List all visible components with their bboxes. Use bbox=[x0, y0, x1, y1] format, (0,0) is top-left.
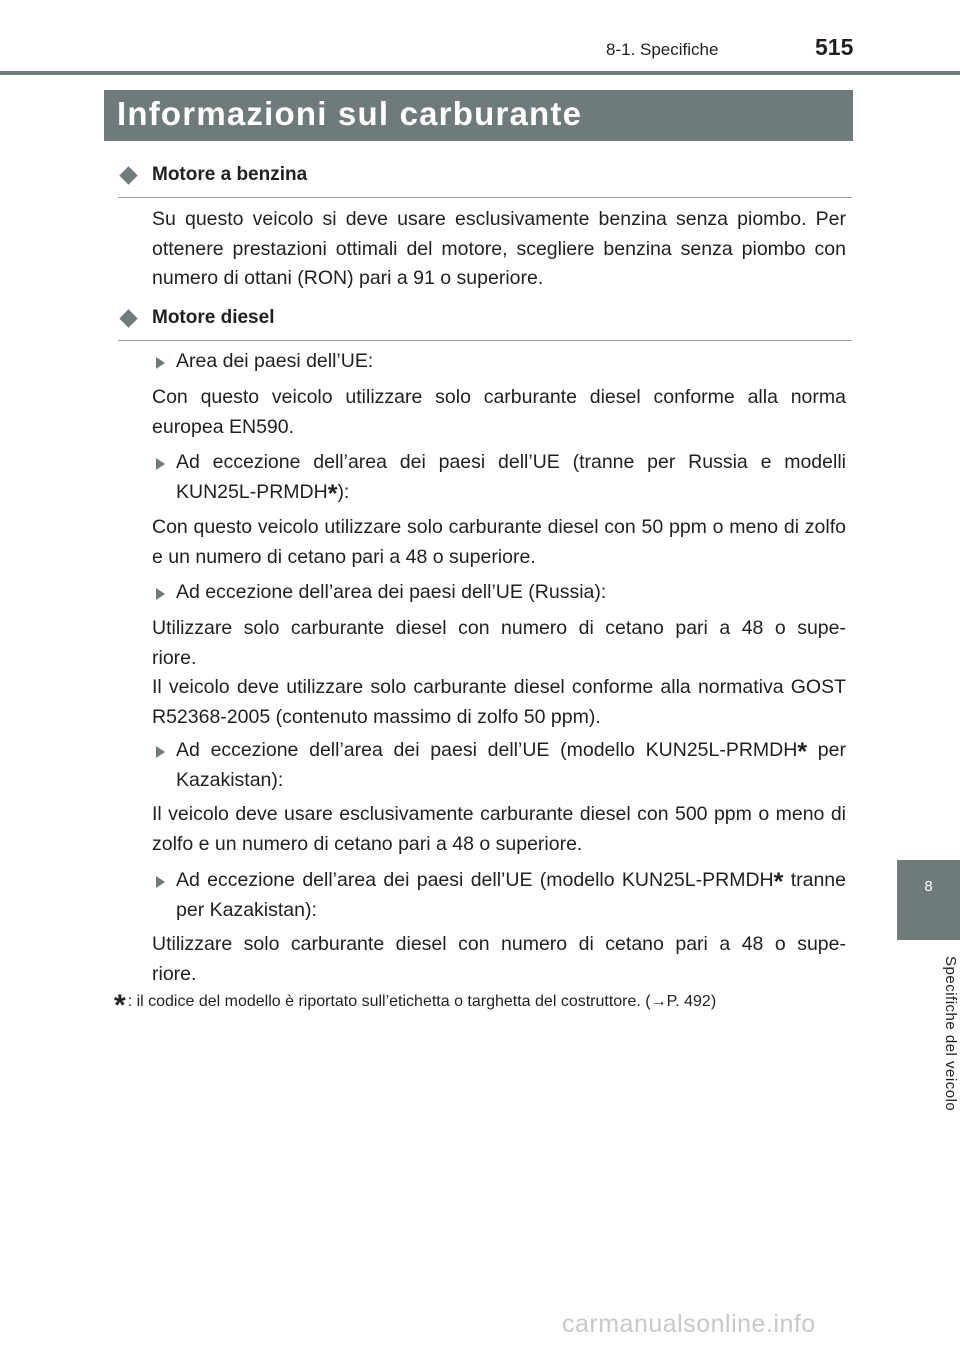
asterisk-mark: * bbox=[327, 479, 338, 508]
diesel-russia-gost: Il veicolo deve utilizzare solo carburante diesel conforme alla normativa GOST R52368-2005 (contenuto massimo di zolfo 50 ppm). bbox=[152, 676, 846, 728]
bullet-except-kazakhstan bbox=[156, 866, 846, 925]
arrow-right-icon bbox=[156, 876, 165, 888]
asterisk-mark: * bbox=[797, 738, 808, 766]
chapter-label: Specifiche del veicolo bbox=[942, 956, 959, 1112]
page-number: 515 bbox=[815, 34, 854, 60]
bullet-eu-area bbox=[156, 347, 846, 377]
bullet-text: Ad eccezione dell’area dei paesi dell’UE (Russia): bbox=[176, 581, 607, 603]
section-label: 8-1. Specifiche bbox=[606, 40, 719, 59]
bullet-kazakhstan bbox=[156, 736, 846, 795]
heading-diesel bbox=[118, 307, 852, 341]
page-title-bar bbox=[104, 90, 853, 141]
bullet-text: Ad eccezione dell’area dei paesi dell’UE (tranne per Russia e modelli KUN25L-PRMDH*): bbox=[176, 451, 846, 508]
footnote bbox=[114, 989, 854, 1022]
diesel-eu-paragraph: Con questo veicolo utilizzare solo carburante diesel conforme alla norma europea EN590. bbox=[152, 386, 846, 438]
footnote-text: : il codice del modello è riportato sull’etichetta o targhetta del costruttore. (→P. 492) bbox=[127, 993, 717, 1010]
arrow-right-icon bbox=[156, 588, 165, 600]
watermark: carmanualsonline.info bbox=[562, 1310, 816, 1338]
diesel-kazakhstan-paragraph: Il veicolo deve usare esclusivamente carburante diesel con 500 ppm o meno di zolfo e un numero di cetano pari a 48 o superiore. bbox=[152, 803, 846, 855]
diamond-icon bbox=[119, 309, 137, 327]
diamond-icon bbox=[119, 166, 137, 184]
bullet-text: Ad eccezione dell’area dei paesi dell’UE (modello KUN25L-PRMDH* per Kazakistan): bbox=[176, 738, 846, 791]
bullet-text: Ad eccezione dell’area dei paesi dell’UE (modello KUN25L-PRMDH* tranne per Kazakistan): bbox=[176, 868, 846, 921]
chapter-tab: 8 bbox=[897, 860, 960, 940]
header-rule bbox=[0, 71, 960, 75]
diesel-russia-paragraph: Utilizzare solo carburante diesel con numero di cetano pari a 48 o supe- riore. Il veicolo deve utilizzare solo carburante diesel conforme alla normativa GOST R52368-2005 (contenuto massimo di zolfo 50 ppm). bbox=[152, 614, 846, 732]
bullet-text: Area dei paesi dell’UE: bbox=[176, 350, 374, 372]
bullet-except-eu-russia-models bbox=[156, 448, 846, 507]
arrow-right-icon bbox=[156, 746, 165, 758]
heading-text: Motore a benzina bbox=[152, 164, 308, 185]
heading-petrol bbox=[118, 164, 852, 198]
asterisk-mark: * bbox=[773, 868, 784, 896]
diesel-except-eu-paragraph: Con questo veicolo utilizzare solo carburante diesel con 50 ppm o meno di zolfo e un numero di cetano pari a 48 o superiore. bbox=[152, 516, 846, 568]
diesel-except-kazakhstan-paragraph: Utilizzare solo carburante diesel con numero di cetano pari a 48 o supe- riore. bbox=[152, 933, 846, 985]
arrow-right-icon bbox=[156, 357, 165, 369]
heading-text: Motore diesel bbox=[152, 307, 275, 328]
page-title: Informazioni sul carburante bbox=[117, 95, 583, 132]
arrow-right-icon bbox=[156, 458, 165, 470]
petrol-paragraph: Su questo veicolo si deve usare esclusivamente benzina senza piombo. Per ottenere prestazioni ottimali del motore, scegliere benzina senza piombo con numero di ottani (RON) pari a 91 o superiore. bbox=[152, 208, 846, 289]
asterisk-mark: * bbox=[114, 989, 126, 1022]
bullet-russia bbox=[156, 578, 846, 608]
